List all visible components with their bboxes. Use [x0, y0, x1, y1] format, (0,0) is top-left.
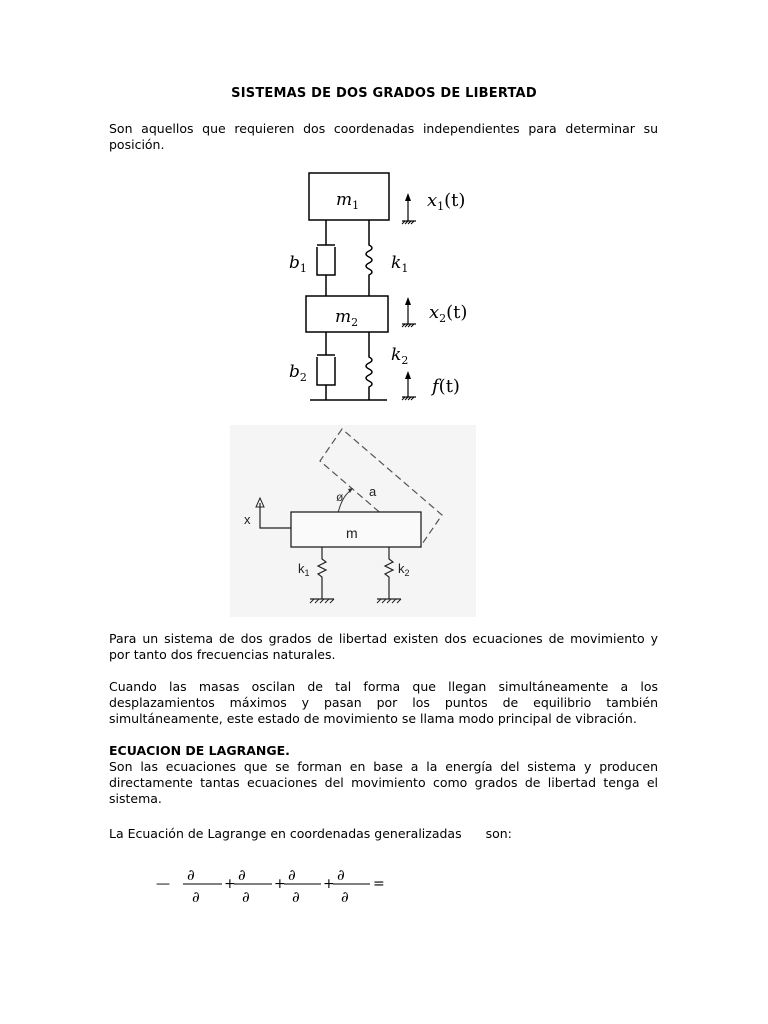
damper1-label: $b_1$	[289, 253, 307, 275]
two-mass-system-diagram	[280, 165, 490, 410]
svg-text:∂: ∂	[238, 866, 246, 884]
length-label: a	[369, 484, 377, 499]
intro-line-1: Son aquellos que requieren dos coordenadas independientes para determinar su	[109, 121, 658, 136]
lagrange-line-1: Son las ecuaciones que se forman en base a la energía del sistema y producen	[109, 759, 658, 774]
svg-text:∂: ∂	[242, 888, 250, 906]
spring2	[366, 332, 372, 400]
svg-text:∂: ∂	[187, 866, 195, 884]
mass2-label: $m_2$	[335, 307, 359, 329]
angle-label: ø	[336, 490, 344, 504]
para2-line-1: Cuando las masas oscilan de tal forma que llegan simultáneamente a los	[109, 679, 658, 694]
damper2-label: $b_2$	[289, 362, 307, 384]
svg-text:+: +	[323, 876, 335, 892]
svg-text:∂: ∂	[337, 866, 345, 884]
k1-label: $k_1$	[298, 561, 310, 578]
force-label: f(t)	[432, 376, 460, 397]
svg-text:+: +	[224, 876, 236, 892]
mass1-label: $m_1$	[336, 190, 360, 212]
x-coordinate-label: x	[244, 512, 251, 527]
damper1	[317, 247, 335, 275]
lagrange-line-3: sistema.	[109, 791, 162, 806]
svg-text:∂: ∂	[288, 866, 296, 884]
damper2	[317, 357, 335, 385]
svg-text:∂: ∂	[341, 888, 349, 906]
rigid-bar-diagram	[230, 425, 476, 617]
spring2-label: $k_2$	[391, 345, 409, 367]
spring1-label: $k_1$	[391, 253, 409, 275]
para1-line-1: Para un sistema de dos grados de libertad existen dos ecuaciones de movimiento y	[109, 631, 658, 646]
svg-text:∂: ∂	[292, 888, 300, 906]
mass-label: m	[346, 525, 358, 541]
svg-text:=: =	[373, 876, 385, 892]
lagrange-heading: ECUACION DE LAGRANGE.	[109, 743, 290, 758]
para2-line-3: simultáneamente, este estado de movimiento se llama modo principal de vibración.	[109, 711, 637, 726]
spring1	[366, 220, 372, 296]
svg-text:∂: ∂	[192, 888, 200, 906]
equation-intro: La Ecuación de Lagrange en coordenadas generalizadas son:	[109, 826, 512, 841]
page-title: SISTEMAS DE DOS GRADOS DE LIBERTAD	[231, 86, 537, 101]
svg-text:+: +	[274, 876, 286, 892]
x1-label: $x_1(t)$	[427, 190, 466, 213]
x2-label: $x_2(t)$	[429, 302, 468, 325]
intro-line-2: posición.	[109, 137, 165, 152]
lagrange-equation	[150, 862, 400, 908]
para2-line-2: desplazamientos máximos y pasan por los puntos de equilibrio también	[109, 695, 658, 710]
para1-line-2: por tanto dos frecuencias naturales.	[109, 647, 336, 662]
lagrange-line-2: directamente tantas ecuaciones del movimiento como grados de libertad tenga el	[109, 775, 658, 790]
svg-text:—: —	[156, 876, 170, 892]
k2-label: $k_2$	[398, 561, 410, 578]
